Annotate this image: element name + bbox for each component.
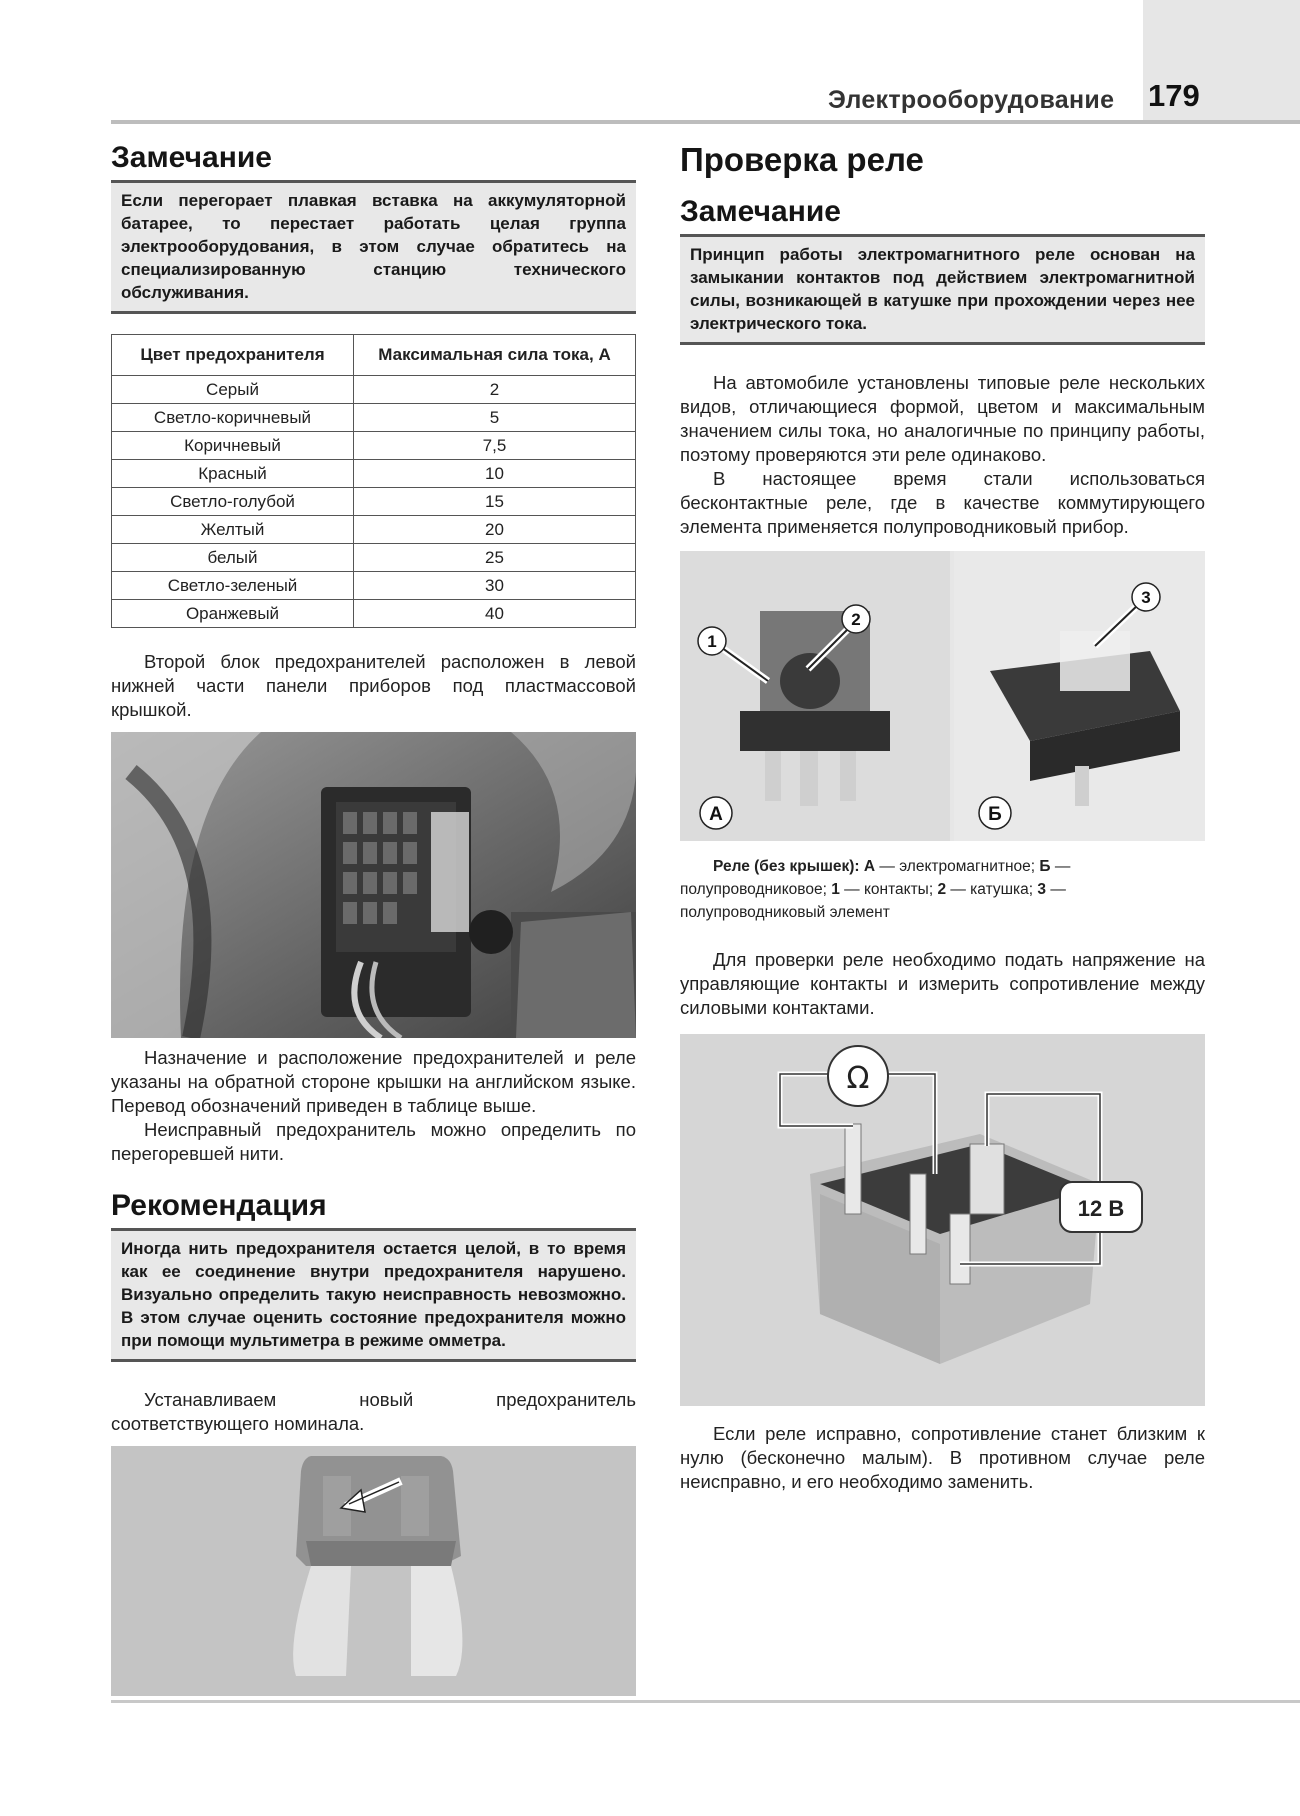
left-column [111,140,636,1696]
fuse-box-photo-art [111,732,636,1038]
table-row [112,404,636,432]
fuse-color: Светло-зеленый [112,572,354,600]
figure-caption [680,855,1205,924]
label-b: Б [988,803,1002,825]
label-a: А [709,803,723,825]
fuse-table [111,334,636,628]
section-title: Электрооборудование [828,86,1115,114]
section-heading: Проверка реле [680,141,924,178]
header-rule [111,120,1300,124]
fuse-color-header: Цвет предохранителя [112,335,354,376]
note-heading: Замечание [680,194,841,228]
caption-text: — электромагнитное; [875,857,1040,875]
ohm-symbol: Ω [846,1060,870,1096]
fuse-color: Красный [112,460,354,488]
fuse-current-header: Максимальная сила тока, А [354,335,636,376]
fuse-color: Светло-голубой [112,488,354,516]
caption-text: — полупроводниковое; [680,857,1071,898]
caption-text: — контакты; [839,880,938,898]
paragraph: Если реле исправно, сопротивление станет близким к нулю (бесконечно малым). В противном случае реле неисправно, и его необходимо заменить. [680,1422,1205,1492]
fuse-current: 25 [354,544,636,572]
fuse-photo-art [111,1446,636,1696]
fuse-photo [111,1446,636,1696]
caption-key: 1 [831,880,840,898]
paragraph: В настоящее время стали использоваться бесконтактные реле, где в качестве коммутирующего элемента применяется полупроводниковый прибор. [680,467,1205,537]
note-box: Если перегорает плавкая вставка на аккумуляторной батарее, то перестает работать целая группа электрооборудования, в этом случае обратитесь на специализированную станцию технического обслуживания. [111,180,636,314]
relay-test-diagram-art [680,1034,1205,1406]
table-row [112,488,636,516]
fuse-current: 2 [354,376,636,404]
caption-title: Реле (без крышек): [713,857,860,875]
fuse-current: 20 [354,516,636,544]
callout-1: 1 [707,631,717,651]
caption-key: 3 [1037,880,1047,898]
callout-2: 2 [851,609,861,629]
callout-3: 3 [1141,587,1151,607]
fuse-color: Светло-коричневый [112,404,354,432]
fuse-current: 40 [354,600,636,628]
paragraph: Неисправный предохранитель можно определить по перегоревшей нити. [111,1119,636,1164]
recommendation-box: Иногда нить предохранителя остается целой, в то время как ее соединение внутри предохранителя нарушено. Визуально определить такую неисправность невозможно. В этом случае оценить состояние предохранителя можно при помощи мультиметра в режиме омметра. [111,1228,636,1362]
table-row [112,572,636,600]
fuse-color: белый [112,544,354,572]
paragraph: Устанавливаем новый предохранитель соответствующего номинала. [111,1389,636,1434]
note-heading: Замечание [111,141,272,174]
caption-text: — катушка; [946,880,1038,898]
relay-photo [680,551,1205,841]
fuse-color: Серый [112,376,354,404]
fuse-color: Желтый [112,516,354,544]
table-row [112,516,636,544]
table-row [112,432,636,460]
page-number: 179 [1148,78,1200,113]
fuse-current: 5 [354,404,636,432]
caption-key: А [863,857,876,875]
voltage-label: 12 В [1077,1195,1125,1221]
table-row [112,600,636,628]
fuse-table-header-row [112,335,636,376]
paragraph: На автомобиле установлены типовые реле нескольких видов, отличающиеся формой, цветом и максимальным значением силы тока, но аналогичные по принципу работы, поэтому проверяются эти реле одинаково. [680,371,1205,465]
fuse-current: 30 [354,572,636,600]
table-row [112,544,636,572]
note-box: Принцип работы электромагнитного реле основан на замыкании контактов под действием электромагнитной силы, возникающей в катушке при прохождении через нее электрического тока. [680,234,1205,345]
fuse-box-photo [111,732,636,1038]
relay-photo-art [680,551,1205,841]
caption-key: Б [1039,857,1051,875]
fuse-color: Коричневый [112,432,354,460]
paragraph: Назначение и расположение предохранителей и реле указаны на обратной стороне крышки на английском языке. Перевод обозначений приведен в таблице выше. [111,1047,636,1116]
caption-key: 2 [937,880,947,898]
fuse-current: 15 [354,488,636,516]
fuse-current: 10 [354,460,636,488]
table-row [112,376,636,404]
table-row [112,460,636,488]
recommendation-heading: Рекомендация [111,1189,327,1222]
footer-rule [111,1700,1300,1703]
right-column [680,140,1205,1494]
paragraph: Второй блок предохранителей расположен в левой нижней части панели приборов под пластмассовой крышкой. [111,651,636,720]
relay-test-diagram [680,1034,1205,1406]
fuse-color: Оранжевый [112,600,354,628]
fuse-current: 7,5 [354,432,636,460]
caption-text: — полупроводниковый элемент [680,880,1066,921]
paragraph: Для проверки реле необходимо подать напряжение на управляющие контакты и измерить сопротивление между силовыми контактами. [680,948,1205,1018]
